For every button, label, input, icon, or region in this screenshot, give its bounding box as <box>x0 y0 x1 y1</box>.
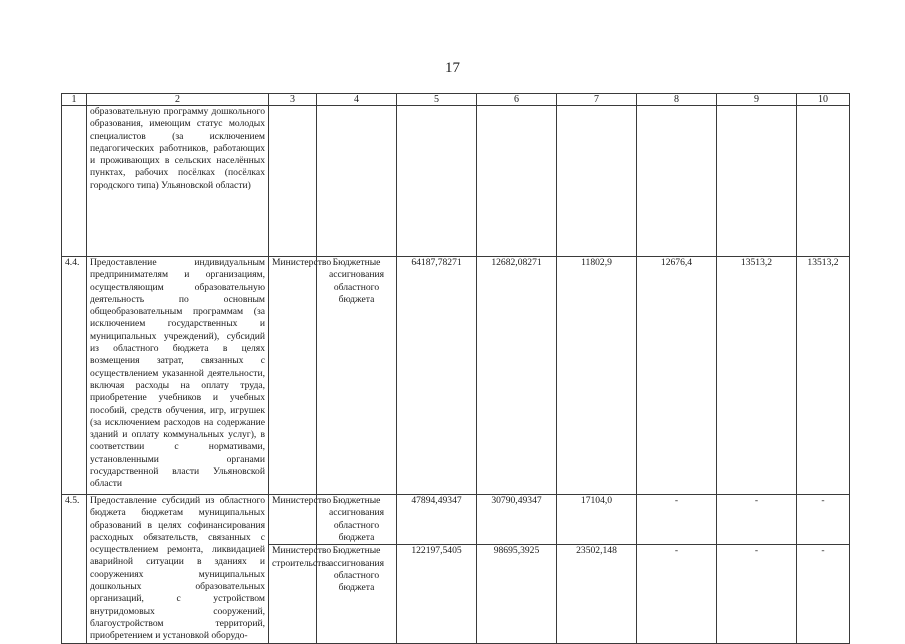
row-value <box>637 106 717 257</box>
table-row-4-5 <box>62 495 850 545</box>
row-value <box>717 106 797 257</box>
row-value: 30790,49347 <box>477 495 557 545</box>
row-value <box>477 106 557 257</box>
row-funding-source: Бюджетные ассигнования областного бюджета <box>317 545 397 643</box>
column-header: 8 <box>637 94 717 106</box>
column-header: 9 <box>717 94 797 106</box>
column-header: 5 <box>397 94 477 106</box>
row-executor: Министерство <box>269 257 317 495</box>
row-value: - <box>797 545 850 643</box>
row-funding-source: Бюджетные ассигнования областного бюджета <box>317 257 397 495</box>
row-description: Предоставление субсидий из областного бюджета бюджетам муниципальных образований в целях софинансирования расходных обязательств, связанных с осуществлением ремонта, ликвидацией аварийной ситуации в зданиях и сооружениях муниципальных дошкольных образовательных организаций, с устройством внутридомовых сооружений, благоустройством территорий, приобретением и установкой оборудо- <box>87 495 269 644</box>
row-executor <box>269 106 317 257</box>
row-value: - <box>717 545 797 643</box>
row-value: 13513,2 <box>717 257 797 495</box>
row-value <box>557 106 637 257</box>
row-number: 4.5. <box>62 495 87 644</box>
row-value: 11802,9 <box>557 257 637 495</box>
column-header: 6 <box>477 94 557 106</box>
budget-table <box>61 93 850 644</box>
page-number: 17 <box>445 60 460 76</box>
column-header: 10 <box>797 94 850 106</box>
row-value: 17104,0 <box>557 495 637 545</box>
column-header: 7 <box>557 94 637 106</box>
row-value: 64187,78271 <box>397 257 477 495</box>
row-number <box>62 106 87 257</box>
row-value: 98695,3925 <box>477 545 557 643</box>
column-header: 3 <box>269 94 317 106</box>
row-executor: Министерство <box>269 495 317 545</box>
row-value: - <box>637 545 717 643</box>
column-header: 2 <box>87 94 269 106</box>
row-funding-source: Бюджетные ассигнования областного бюджета <box>317 495 397 545</box>
row-value: 13513,2 <box>797 257 850 495</box>
row-funding-source <box>317 106 397 257</box>
row-value: 23502,148 <box>557 545 637 643</box>
row-value: 47894,49347 <box>397 495 477 545</box>
row-value: - <box>717 495 797 545</box>
row-description: Предоставление индивидуальным предпринимателям и организациям, осуществляющим образовательную деятельность по основным общеобразовательным программам (за исключением государственных и муниципальных учреждений), субсидий из областного бюджета в целях возмещения затрат, связанных с осуществлением указанной деятельности, включая расходы на оплату труда, приобретение учебников и учебных пособий, средств обучения, игр, игрушек (за исключением расходов на содержание зданий и оплату коммунальных услуг), в соответствии с нормативами, установленными органами государственной власти Ульяновской области <box>87 257 269 495</box>
row-value: 12676,4 <box>637 257 717 495</box>
row-description: образовательную программу дошкольного образования, имеющим статус молодых специалистов (за исключением педагогических работников, работающих и проживающих в сельских населённых пунктах, рабочих посёлках (посёлках городского типа) Ульяновской области) <box>87 106 269 257</box>
table-row-4-4 <box>62 257 850 495</box>
header-row <box>62 94 850 106</box>
table-row-continuation <box>62 106 850 257</box>
row-value: 12682,08271 <box>477 257 557 495</box>
column-header: 4 <box>317 94 397 106</box>
column-header: 1 <box>62 94 87 106</box>
row-value <box>797 106 850 257</box>
row-value: - <box>637 495 717 545</box>
row-value: - <box>797 495 850 545</box>
row-number: 4.4. <box>62 257 87 495</box>
row-executor: Министерство строительства <box>269 545 317 643</box>
row-value <box>397 106 477 257</box>
row-value: 122197,5405 <box>397 545 477 643</box>
